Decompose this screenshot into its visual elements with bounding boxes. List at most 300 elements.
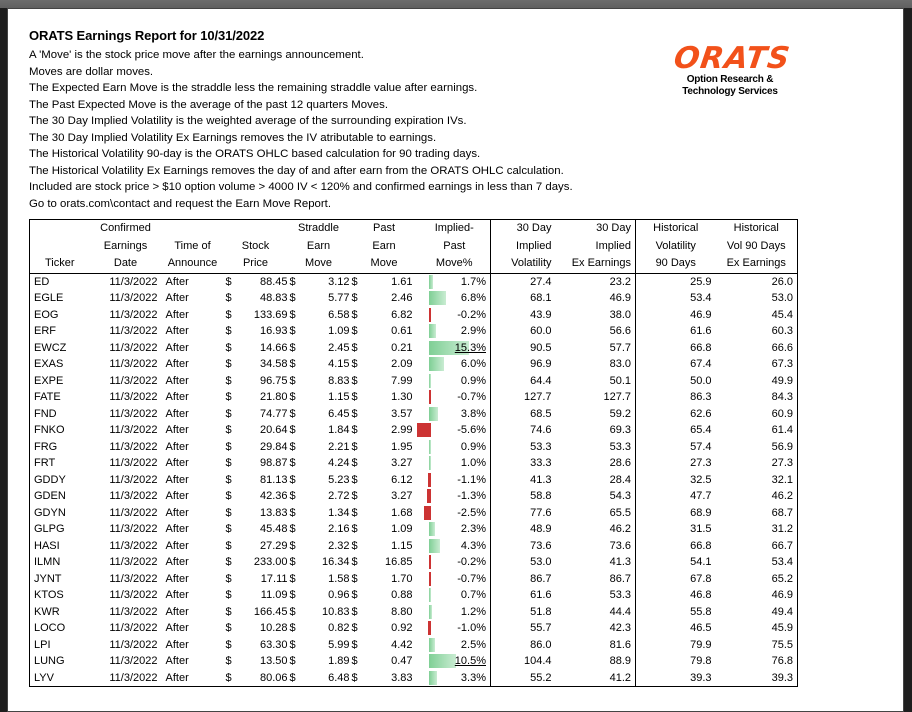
ticker-cell: ED: [30, 273, 90, 290]
hv90-ex-cell: 53.0: [716, 290, 798, 307]
iv30-cell: 48.9: [530, 523, 552, 535]
price-cell: 166.45: [253, 605, 288, 618]
announce-cell: After: [165, 457, 189, 469]
past-move-cell: 7.99: [391, 374, 413, 387]
iv30-ex-cell: 86.7: [556, 571, 636, 588]
ticker-cell: FND: [30, 406, 90, 423]
hv90-cell: 53.4: [690, 292, 712, 304]
table-row: [30, 620, 798, 637]
date-cell: 11/3/2022: [109, 556, 158, 568]
currency-symbol: $: [289, 556, 296, 568]
note-line: The Past Expected Move is the average of the past 12 quarters Moves.: [29, 98, 388, 111]
currency-symbol: $: [289, 292, 296, 304]
price-cell: 20.64: [259, 424, 288, 436]
hv90-cell: 25.9: [690, 275, 712, 288]
hv90-cell: 65.4: [690, 424, 712, 436]
implied-move-value: 2.5%: [460, 638, 486, 651]
header-iv30ex: Implied: [556, 238, 636, 256]
hv90-cell: 50.0: [690, 374, 712, 387]
table-row: [30, 538, 798, 555]
price-cell: 10.28: [259, 622, 288, 634]
straddle-cell: 1.34: [328, 506, 350, 519]
currency-symbol: $: [351, 605, 358, 618]
announce-cell: After: [165, 358, 189, 370]
currency-symbol: $: [289, 374, 296, 387]
implied-move-value: 3.3%: [460, 671, 486, 684]
straddle-cell: 1.58: [328, 572, 350, 585]
header-row: [30, 255, 798, 273]
currency-symbol: $: [289, 473, 296, 486]
straddle-cell: 2.32: [328, 539, 350, 552]
currency-symbol: $: [225, 655, 232, 667]
hv90-ex-cell: 31.2: [716, 521, 798, 538]
announce-cell: After: [165, 374, 189, 387]
header-straddle: Move: [288, 255, 350, 273]
table-row: [30, 307, 798, 324]
date-cell: 11/3/2022: [109, 391, 158, 403]
announce-cell: After: [165, 490, 189, 502]
past-move-cell: 2.09: [391, 358, 413, 370]
currency-symbol: $: [225, 308, 232, 321]
hv90-cell: 67.4: [690, 358, 712, 370]
price-cell: 96.75: [259, 374, 288, 387]
currency-symbol: $: [289, 341, 296, 354]
iv30-ex-cell: 38.0: [556, 307, 636, 324]
currency-symbol: $: [351, 341, 358, 354]
date-cell: 11/3/2022: [109, 523, 158, 535]
table-row: [30, 389, 798, 406]
table-row: [30, 488, 798, 505]
hv90-cell: 66.8: [690, 539, 712, 552]
header-announce: Announce: [162, 255, 224, 273]
iv30-ex-cell: 50.1: [556, 373, 636, 390]
past-move-cell: 1.09: [391, 523, 413, 535]
implied-move-value: -1.3%: [457, 490, 486, 502]
currency-symbol: $: [351, 655, 358, 667]
straddle-cell: 6.45: [328, 407, 350, 420]
implied-move-cell: [419, 554, 491, 571]
iv30-cell: 55.2: [491, 670, 556, 687]
currency-symbol: $: [225, 490, 232, 502]
header-date: Date: [90, 255, 162, 273]
ticker-cell: EOG: [30, 307, 90, 324]
hv90-ex-cell: 68.7: [716, 505, 798, 522]
announce-cell: After: [165, 605, 189, 618]
logo-tagline-2: Technology Services: [682, 86, 778, 97]
announce-cell: After: [165, 391, 189, 403]
currency-symbol: $: [289, 605, 296, 618]
iv30-ex-cell: 65.5: [556, 505, 636, 522]
ticker-cell: EGLE: [30, 290, 90, 307]
date-cell: 11/3/2022: [109, 325, 158, 337]
date-cell: 11/3/2022: [109, 275, 158, 288]
ticker-cell: FATE: [30, 389, 90, 406]
iv30-cell: 58.8: [530, 490, 552, 502]
header-iv30: Volatility: [491, 255, 556, 273]
currency-symbol: $: [289, 638, 296, 651]
hv90-cell: 46.5: [690, 622, 712, 634]
currency-symbol: $: [289, 424, 296, 436]
announce-cell: After: [165, 292, 189, 304]
price-cell: 133.69: [253, 308, 288, 321]
implied-move-value: -0.7%: [457, 572, 486, 585]
iv30-ex-cell: 46.9: [556, 290, 636, 307]
header-price: [224, 220, 288, 238]
implied-move-cell: [419, 521, 491, 538]
earnings-table-wrap: [29, 219, 798, 687]
past-move-cell: 3.27: [391, 490, 413, 502]
currency-symbol: $: [225, 440, 232, 453]
hv90-ex-cell: 46.2: [716, 488, 798, 505]
implied-move-value: 0.9%: [460, 440, 486, 453]
date-cell: 11/3/2022: [109, 457, 158, 469]
price-cell: 81.13: [259, 473, 288, 486]
currency-symbol: $: [225, 374, 232, 387]
header-iv30: Implied: [516, 239, 552, 252]
iv30-ex-cell: 88.9: [556, 653, 636, 670]
header-hv: 90 Days: [636, 255, 716, 273]
hv90-cell: 46.8: [690, 589, 712, 601]
note-line: The Expected Earn Move is the straddle less the remaining straddle value after earnings.: [29, 82, 478, 94]
header-implied: Past: [419, 238, 491, 256]
earnings-table: [29, 219, 798, 687]
past-move-cell: 1.95: [391, 440, 413, 453]
straddle-cell: 5.99: [328, 638, 350, 651]
iv30-ex-cell: 56.6: [556, 323, 636, 340]
price-cell: 27.29: [259, 539, 288, 552]
iv30-ex-cell: 53.3: [556, 439, 636, 456]
announce-cell: After: [165, 440, 189, 453]
currency-symbol: $: [351, 523, 358, 535]
header-price: Price: [224, 255, 288, 273]
currency-symbol: $: [351, 622, 358, 634]
ticker-cell: GDYN: [30, 505, 90, 522]
currency-symbol: $: [351, 490, 358, 502]
iv30-cell: 53.0: [530, 556, 552, 568]
currency-symbol: $: [225, 622, 232, 634]
implied-move-value: -0.2%: [457, 308, 486, 321]
hv90-cell: 47.7: [690, 490, 712, 502]
currency-symbol: $: [351, 572, 358, 585]
iv30-cell: 73.6: [530, 539, 552, 552]
header-price: Stock: [241, 239, 270, 252]
orats-logo: [671, 41, 793, 98]
date-cell: 11/3/2022: [109, 506, 158, 519]
hv90-ex-cell: 76.8: [716, 653, 798, 670]
header-hv: Historical: [636, 220, 716, 238]
table-row: [30, 505, 798, 522]
straddle-cell: 5.77: [328, 292, 350, 304]
ticker-cell: LPI: [30, 637, 90, 654]
currency-symbol: $: [288, 670, 306, 687]
past-move-cell: 3.83: [368, 670, 419, 687]
ticker-cell: LOCO: [30, 620, 90, 637]
past-move-cell: 2.46: [391, 292, 413, 304]
ticker-cell: GDDY: [30, 472, 90, 489]
iv30-cell: 74.6: [530, 424, 552, 436]
hv90-ex-cell: 67.3: [716, 356, 798, 373]
implied-move-cell: [419, 472, 491, 489]
hv90-cell: 79.9: [690, 638, 712, 651]
iv30-cell: 96.9: [530, 358, 552, 370]
currency-symbol: $: [224, 670, 242, 687]
date-cell: 11/3/2022: [109, 473, 158, 486]
implied-move-value: -0.2%: [457, 556, 486, 568]
ticker-cell: ILMN: [30, 554, 90, 571]
iv30-cell: 43.9: [530, 308, 552, 321]
announce-cell: After: [165, 556, 189, 568]
straddle-cell: 2.72: [328, 490, 350, 502]
hv90-cell: 57.4: [690, 440, 712, 453]
implied-move-cell: [419, 340, 491, 357]
iv30-cell: 41.3: [530, 473, 552, 486]
table-row: [30, 554, 798, 571]
currency-symbol: $: [351, 539, 358, 552]
iv30-ex-cell: 42.3: [556, 620, 636, 637]
hv90-cell: 54.1: [690, 556, 712, 568]
table-row: [30, 670, 798, 687]
implied-move-cell: [419, 488, 491, 505]
currency-symbol: $: [225, 556, 232, 568]
ticker-cell: EXPE: [30, 373, 90, 390]
date-cell: 11/3/2022: [109, 308, 158, 321]
implied-move-value: 15.3%: [454, 341, 486, 354]
date-cell: 11/3/2022: [109, 424, 158, 436]
header-ticker: Ticker: [30, 255, 90, 273]
straddle-cell: 0.82: [328, 622, 350, 634]
currency-symbol: $: [351, 424, 358, 436]
currency-symbol: $: [225, 292, 232, 304]
straddle-cell: 1.89: [328, 655, 350, 667]
announce-cell: After: [165, 506, 189, 519]
currency-symbol: $: [225, 391, 232, 403]
iv30-ex-cell: 57.7: [556, 340, 636, 357]
price-cell: 45.48: [259, 523, 288, 535]
hv90-ex-cell: 46.9: [716, 587, 798, 604]
straddle-cell: 3.12: [328, 275, 350, 288]
currency-symbol: $: [351, 589, 358, 601]
iv30-ex-cell: 54.3: [556, 488, 636, 505]
hv90-cell: 55.8: [690, 605, 712, 618]
hv90-ex-cell: 66.6: [716, 340, 798, 357]
implied-move-value: 1.0%: [460, 457, 486, 469]
iv30-cell: 64.4: [530, 374, 552, 387]
ticker-cell: FRG: [30, 439, 90, 456]
past-move-cell: 1.15: [391, 539, 413, 552]
date-cell: 11/3/2022: [109, 407, 158, 420]
currency-symbol: $: [289, 589, 296, 601]
table-row: [30, 455, 798, 472]
table-row: [30, 571, 798, 588]
iv30-ex-cell: 44.4: [556, 604, 636, 621]
iv30-ex-cell: 46.2: [556, 521, 636, 538]
implied-move-cell: [419, 307, 491, 324]
note-line: Moves are dollar moves.: [29, 65, 154, 78]
price-cell: 13.50: [259, 655, 288, 667]
iv30-ex-cell: 53.3: [556, 587, 636, 604]
implied-move-cell: [419, 637, 491, 654]
currency-symbol: $: [289, 572, 296, 585]
currency-symbol: $: [351, 275, 358, 288]
iv30-cell: 53.3: [530, 440, 552, 453]
straddle-cell: 1.84: [328, 424, 350, 436]
ticker-cell: LUNG: [30, 653, 90, 670]
date-cell: 11/3/2022: [109, 572, 158, 585]
iv30-cell: 127.7: [523, 391, 552, 403]
currency-symbol: $: [225, 424, 232, 436]
ticker-cell: ERF: [30, 323, 90, 340]
table-row: [30, 637, 798, 654]
note-line: The Historical Volatility 90-day is the ORATS OHLC based calculation for 90 trading days.: [29, 148, 481, 160]
ticker-cell: EXAS: [30, 356, 90, 373]
straddle-cell: 6.48: [306, 670, 350, 687]
straddle-cell: 2.16: [328, 523, 350, 535]
past-move-cell: 1.30: [391, 391, 413, 403]
note-line: The 30 Day Implied Volatility Ex Earnings removes the IV atributable to earnings.: [29, 131, 437, 144]
implied-move-cell: [419, 389, 491, 406]
implied-move-cell: [419, 273, 491, 290]
implied-move-cell: [419, 406, 491, 423]
past-move-cell: 8.80: [391, 605, 413, 618]
hv90-ex-cell: 26.0: [716, 273, 798, 290]
date-cell: 11/3/2022: [109, 622, 158, 634]
header-past: Earn: [372, 239, 396, 252]
implied-move-value: -5.6%: [457, 424, 486, 436]
ticker-cell: LYV: [30, 670, 90, 687]
window-top-strip: [0, 0, 912, 8]
hv90-cell: 61.6: [690, 325, 712, 337]
price-cell: 17.11: [260, 572, 288, 585]
currency-symbol: $: [225, 325, 232, 337]
hv90-ex-cell: 75.5: [716, 637, 798, 654]
announce-cell: After: [165, 523, 189, 535]
iv30-cell: 104.4: [523, 655, 552, 667]
price-cell: 21.80: [259, 391, 288, 403]
table-row: [30, 587, 798, 604]
header-hvex: Historical: [716, 220, 798, 238]
iv30-cell: 27.4: [530, 275, 552, 288]
iv30-cell: 61.6: [530, 589, 552, 601]
currency-symbol: $: [351, 325, 358, 337]
implied-move-cell: [419, 290, 491, 307]
past-move-cell: 4.42: [391, 638, 413, 651]
header-date: Earnings: [103, 239, 148, 252]
currency-symbol: $: [225, 457, 232, 469]
hv90-cell: 86.3: [690, 391, 712, 403]
hv90-ex-cell: 32.1: [716, 472, 798, 489]
hv90-ex-cell: 27.3: [716, 455, 798, 472]
header-hv: Volatility: [655, 239, 696, 252]
implied-move-value: -1.1%: [457, 473, 486, 486]
implied-move-value: 1.2%: [460, 605, 486, 618]
header-iv30ex: 30 Day: [556, 220, 636, 238]
iv30-cell: 77.6: [530, 506, 552, 519]
currency-symbol: $: [225, 341, 232, 354]
date-cell: 11/3/2022: [109, 341, 158, 354]
report-notes: [29, 47, 573, 212]
note-line: The Historical Volatility Ex Earnings removes the day of and after earn from the ORATS OHLC calculation.: [29, 164, 564, 177]
currency-symbol: $: [225, 539, 232, 552]
date-cell: 11/3/2022: [109, 589, 158, 601]
past-move-cell: 0.88: [391, 589, 413, 601]
currency-symbol: $: [225, 358, 232, 370]
iv30-ex-cell: 28.4: [556, 472, 636, 489]
iv30-cell: 51.8: [530, 605, 552, 618]
date-cell: 11/3/2022: [109, 374, 158, 387]
currency-symbol: $: [351, 556, 358, 568]
currency-symbol: $: [351, 292, 358, 304]
iv30-ex-cell: 81.6: [556, 637, 636, 654]
report-title: ORATS Earnings Report for 10/31/2022: [29, 28, 265, 43]
straddle-cell: 4.15: [328, 358, 350, 370]
iv30-cell: 68.1: [530, 292, 552, 304]
currency-symbol: $: [225, 589, 232, 601]
price-cell: 63.30: [259, 638, 288, 651]
ticker-cell: HASI: [30, 538, 90, 555]
header-implied: Implied-: [419, 220, 491, 238]
implied-move-value: -0.7%: [457, 391, 486, 403]
implied-move-cell: [419, 538, 491, 555]
iv30-cell: 60.0: [530, 325, 552, 337]
past-move-cell: 6.82: [391, 308, 413, 321]
iv30-cell: 55.7: [530, 622, 552, 634]
hv90-ex-cell: 39.3: [716, 670, 798, 687]
price-cell: 13.83: [259, 506, 288, 519]
past-move-cell: 1.70: [391, 572, 413, 585]
price-cell: 80.06: [242, 670, 288, 687]
straddle-cell: 6.58: [328, 308, 350, 321]
iv30-ex-cell: 23.2: [556, 273, 636, 290]
currency-symbol: $: [351, 391, 358, 403]
announce-cell: After: [165, 341, 189, 354]
table-row: [30, 521, 798, 538]
past-move-cell: 1.61: [391, 275, 413, 288]
iv30-ex-cell: 41.2: [556, 670, 636, 687]
header-past: Past: [350, 220, 419, 238]
header-row: [30, 220, 798, 238]
header-implied: Move%: [419, 255, 491, 273]
table-row: [30, 356, 798, 373]
straddle-cell: 5.23: [328, 473, 350, 486]
date-cell: 11/3/2022: [109, 605, 158, 618]
ticker-cell: JYNT: [30, 571, 90, 588]
straddle-cell: 4.24: [328, 457, 350, 469]
currency-symbol: $: [225, 523, 232, 535]
iv30-ex-cell: 28.6: [556, 455, 636, 472]
price-cell: 34.58: [259, 358, 288, 370]
hv90-cell: 32.5: [690, 473, 712, 486]
hv90-ex-cell: 61.4: [716, 422, 798, 439]
hv90-cell: 62.6: [690, 407, 712, 420]
iv30-ex-cell: 69.3: [556, 422, 636, 439]
hv90-cell: 67.8: [690, 572, 712, 585]
hv90-ex-cell: 66.7: [716, 538, 798, 555]
announce-cell: After: [165, 539, 189, 552]
currency-symbol: $: [350, 670, 368, 687]
currency-symbol: $: [289, 523, 296, 535]
ticker-cell: FRT: [30, 455, 90, 472]
header-iv30: 30 Day: [491, 220, 556, 238]
implied-move-cell: [419, 505, 491, 522]
currency-symbol: $: [225, 275, 232, 288]
table-row: [30, 472, 798, 489]
straddle-cell: 1.15: [328, 391, 350, 403]
ticker-cell: KTOS: [30, 587, 90, 604]
iv30-cell: 86.7: [530, 572, 552, 585]
implied-move-cell: [419, 422, 491, 439]
ticker-cell: EWCZ: [30, 340, 90, 357]
past-move-cell: 0.47: [391, 655, 413, 667]
